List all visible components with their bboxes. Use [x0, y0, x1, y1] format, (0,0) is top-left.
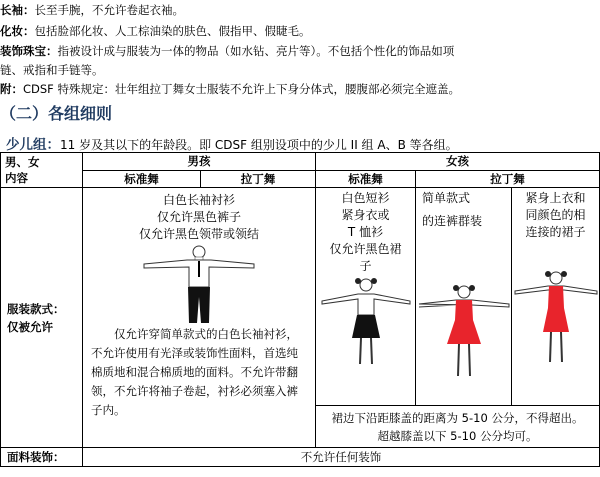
corner-header: 男、女 内容: [1, 153, 83, 188]
girls-latin-cell-2: [512, 188, 600, 406]
boys-standard-header: 标准舞: [83, 170, 201, 188]
rule-appendix: 附：CDSF 特殊规定：壮年组拉丁舞女士服装不允许上下身分体式，腰腹部必须完全遮盖。: [0, 82, 460, 96]
boy-figure-icon: [139, 243, 259, 323]
fabric-label: 面料装饰：: [1, 448, 83, 467]
rule-sleeves: 长袖：长至手腕，不允许卷起衣袖。: [0, 3, 184, 17]
boys-line-shirt: 白色长袖衬衫: [162, 193, 235, 207]
girl-latin1-line: 简单款式: [422, 191, 471, 205]
girl-std-line: T 恤衫: [347, 225, 384, 239]
boys-header: 男孩: [83, 153, 316, 171]
girl-latin-skirt-figure-icon: [513, 268, 599, 364]
girl-std-line: 仅允许黑色裙: [329, 242, 402, 256]
girls-latin-cell-1: [416, 188, 512, 406]
boys-dress-cell: [83, 188, 316, 448]
girl-latin2-line: 紧身上衣和: [525, 191, 586, 205]
dress-code-table: [0, 152, 600, 467]
girl-standard-figure-icon: [318, 275, 414, 365]
girls-standard-header: 标准舞: [316, 170, 416, 188]
boys-line-trousers: 仅允许黑色裤子: [156, 210, 241, 224]
girl-std-line: 紧身衣或: [341, 208, 390, 222]
rule-jewelry-cont: 链、戒指和手链等。: [0, 63, 104, 77]
skirt-length-note: 裙边下沿距膝盖的距离为 5-10 公分，不得超出。 超越膝盖以下 5-10 公分均可。: [316, 406, 600, 448]
girl-latin2-line: 同颜色的相: [525, 208, 586, 222]
girl-latin2-line: 连接的裙子: [525, 225, 586, 239]
rule-makeup: 化妆：包括脸部化妆、人工棕油染的肤色、假指甲、假睫毛。: [0, 24, 311, 38]
boys-line-tie: 仅允许黑色领带或领结: [138, 227, 259, 241]
girl-latin-figure-icon: [417, 282, 511, 378]
section-title: （二）各组细则: [0, 104, 113, 123]
girls-header: 女孩: [316, 153, 600, 171]
girls-latin-header: 拉丁舞: [416, 170, 600, 188]
boys-note: 仅允许穿简单款式的白色长袖衬衫，不允许使用有光泽或装饰性面料，首选纯棉质地和混合棉质地的面料。不允许带翻领，不允许将袖子卷起，衬衫必须塞入裤子内。: [91, 327, 298, 417]
fabric-value: 不允许任何装饰: [83, 448, 600, 467]
rule-jewelry: 装饰珠宝：指被设计成与服装为一体的物品（如水钻、亮片等）。不包括个性化的饰品如项: [0, 44, 455, 58]
girl-latin1-line: 的连裤群装: [422, 214, 483, 228]
style-row-label: 服装款式： 仅被允许: [1, 188, 83, 448]
boys-latin-header: 拉丁舞: [201, 170, 316, 188]
youth-group-line: 少儿组：11 岁及其以下的年龄段。即 CDSF 组别设项中的少儿 II 组 A、B 等各组。: [6, 137, 458, 153]
girls-standard-cell: [316, 188, 416, 406]
girl-std-line: 白色短衫: [341, 191, 390, 205]
girl-std-line: 子: [359, 259, 372, 273]
